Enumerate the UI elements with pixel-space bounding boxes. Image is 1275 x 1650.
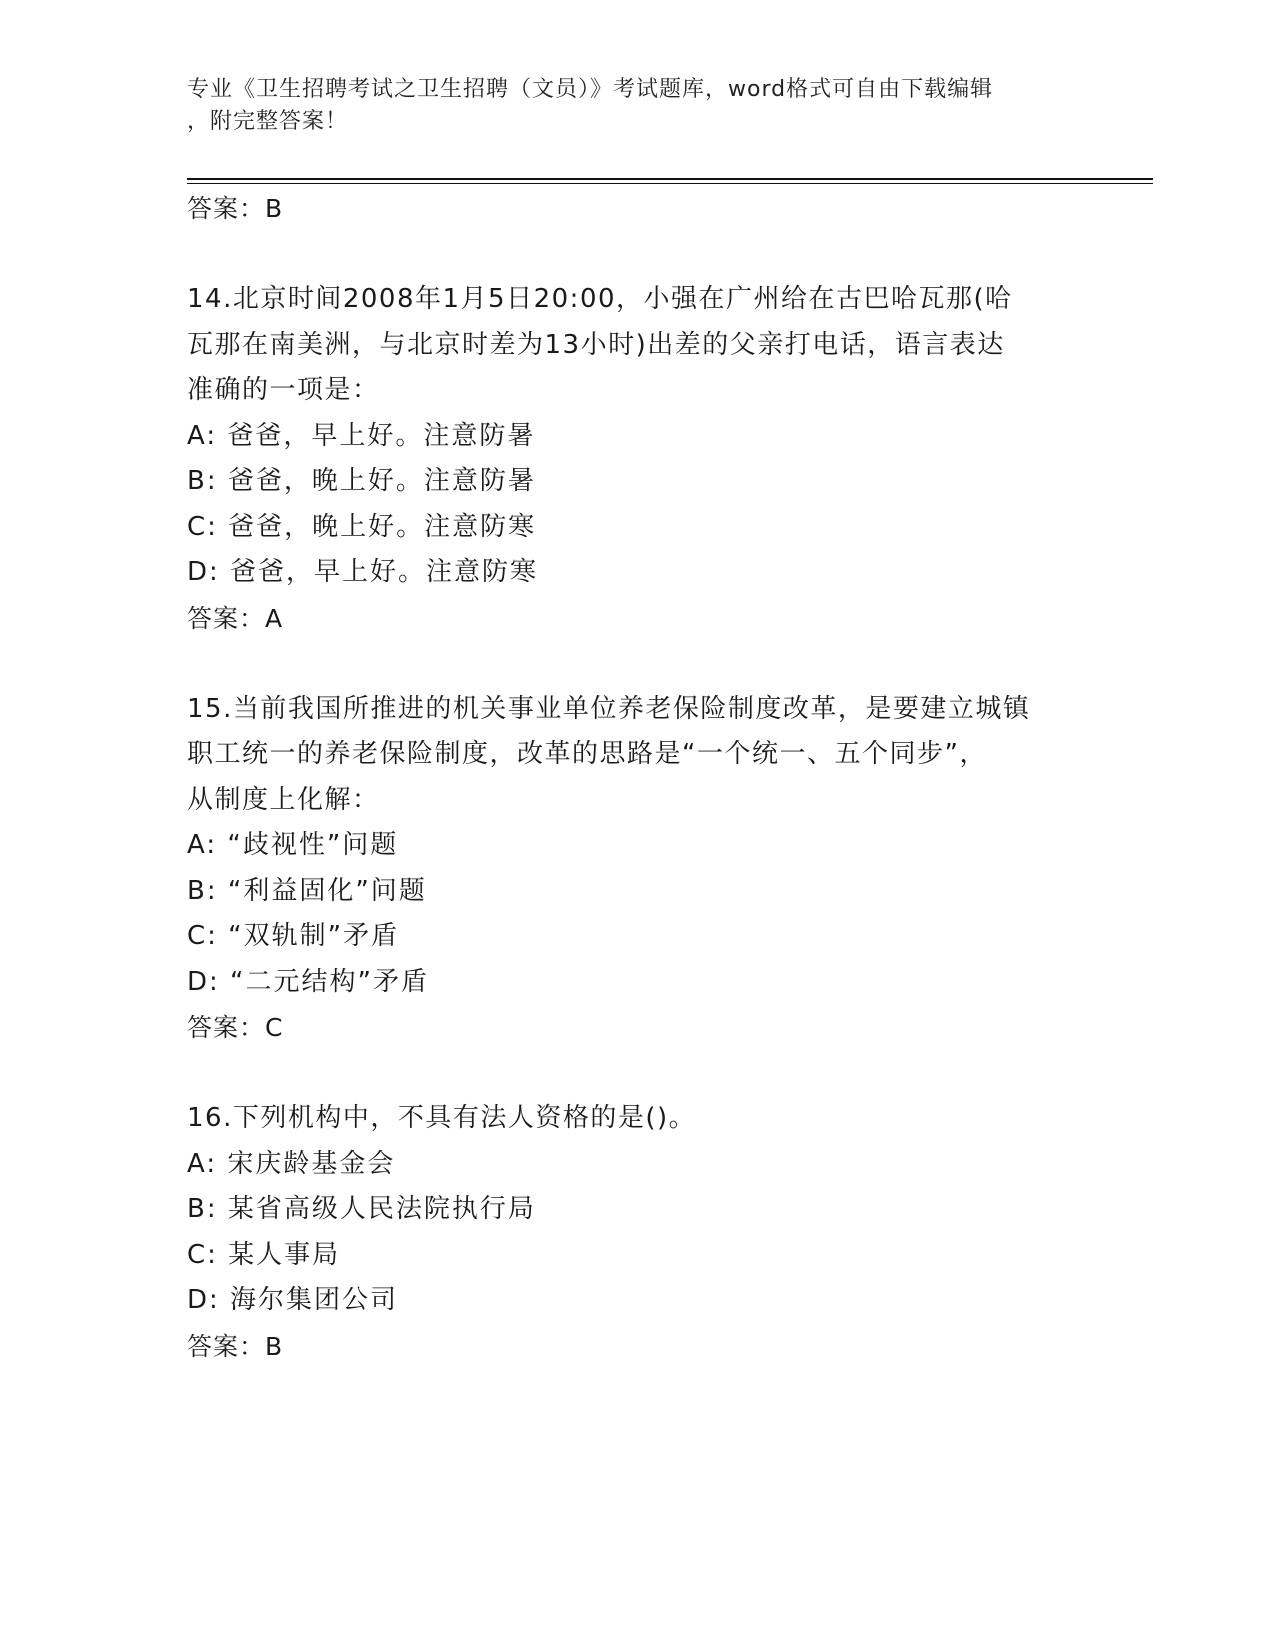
document-header bbox=[187, 74, 1087, 138]
spacer bbox=[187, 641, 1087, 687]
spacer bbox=[187, 1050, 1087, 1096]
option-c: C: 爸爸，晚上好。注意防寒 bbox=[187, 511, 537, 542]
option-c: C: 某人事局 bbox=[187, 1239, 341, 1270]
document-body bbox=[187, 186, 1087, 1369]
answer-line: 答案：B bbox=[187, 1331, 284, 1361]
question-text: 14.北京时间2008年1月5日20:00，小强在广州给在古巴哈瓦那(哈 bbox=[187, 284, 1013, 314]
question-text: 16.下列机构中，不具有法人资格的是()。 bbox=[187, 1103, 697, 1133]
answer-line: 答案：A bbox=[187, 603, 284, 633]
question-text: 准确的一项是： bbox=[187, 375, 380, 405]
answer-line: 答案：C bbox=[187, 1013, 284, 1042]
option-a: A: “歧视性”问题 bbox=[187, 830, 399, 860]
header-line-1: 专业《卫生招聘考试之卫生招聘（文员）》考试题库，word格式可自由下载编辑 bbox=[187, 77, 994, 102]
question-text: 15.当前我国所推进的机关事业单位养老保险制度改革，是要建立城镇 bbox=[187, 693, 1031, 724]
option-d: D: 海尔集团公司 bbox=[187, 1285, 399, 1315]
question-text: 瓦那在南美洲，与北京时差为13小时)出差的父亲打电话，语言表达 bbox=[187, 329, 1005, 360]
question-text: 职工统一的养老保险制度，改革的思路是“一个统一、五个同步”， bbox=[187, 739, 987, 769]
option-c: C: “双轨制”矛盾 bbox=[187, 921, 400, 951]
question-block bbox=[187, 687, 1087, 1051]
question-block bbox=[187, 1096, 1087, 1369]
header-line-2: ，附完整答案！ bbox=[187, 109, 349, 134]
header-divider-thick bbox=[187, 178, 1153, 180]
option-a: A: 宋庆龄基金会 bbox=[187, 1148, 396, 1179]
option-b: B: 某省高级人民法院执行局 bbox=[187, 1194, 536, 1224]
question-block bbox=[187, 277, 1087, 641]
spacer bbox=[187, 231, 1087, 277]
option-b: B: 爸爸，晚上好。注意防暑 bbox=[187, 466, 536, 496]
option-a: A: 爸爸，早上好。注意防暑 bbox=[187, 420, 536, 451]
answer-line: 答案：B bbox=[187, 194, 284, 223]
option-d: D: 爸爸，早上好。注意防寒 bbox=[187, 557, 539, 587]
option-d: D: “二元结构”矛盾 bbox=[187, 966, 429, 997]
header-divider-thin bbox=[187, 183, 1153, 184]
option-b: B: “利益固化”问题 bbox=[187, 875, 427, 906]
question-text: 从制度上化解： bbox=[187, 784, 380, 815]
